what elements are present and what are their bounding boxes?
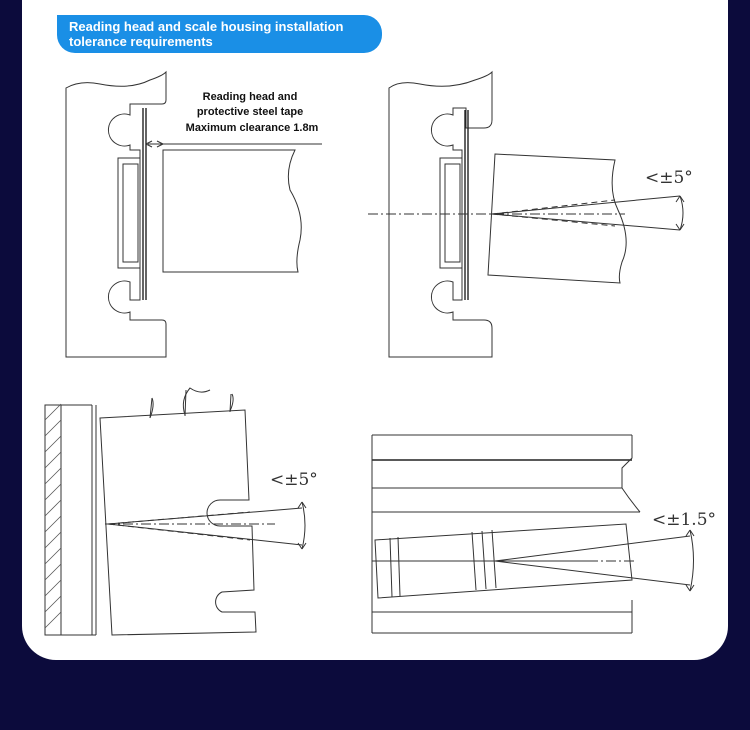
angle-ray-upper <box>492 196 680 214</box>
panel-roll-angle <box>45 388 318 635</box>
reading-head <box>163 150 301 272</box>
angle-ray-lower <box>495 561 690 585</box>
angle-ray-upper <box>495 536 690 561</box>
panel-yaw-angle <box>372 435 716 633</box>
angle-arc <box>302 502 305 549</box>
wall-hatching <box>45 404 61 628</box>
angle-ray-lower <box>492 214 680 230</box>
scale-slot <box>118 158 140 268</box>
scale-housing-outline <box>66 72 166 357</box>
title-line-1: Reading head and scale housing installation <box>69 19 344 34</box>
angle-arc <box>690 530 694 591</box>
angle-ray-upper <box>108 508 302 524</box>
mounting-wall <box>45 405 61 635</box>
title-line-2: tolerance requirements <box>69 34 213 49</box>
callout-line-1: Reading head and <box>202 91 298 103</box>
scale-slot <box>440 158 462 268</box>
callout-line-2: protective steel tape <box>196 106 304 118</box>
angle-label-bottom-left: <±5° <box>270 470 318 490</box>
angle-ray-lower <box>108 524 302 545</box>
angle-label-bottom-right: <±1.5° <box>652 510 717 530</box>
angle-label-top-right: <±5° <box>645 168 693 188</box>
panel-pitch-angle <box>368 72 693 357</box>
reading-head-tilted <box>488 154 626 283</box>
panel-clearance <box>66 72 322 357</box>
callout-line-3: Maximum clearance 1.8m <box>185 122 319 134</box>
angle-arc <box>680 196 683 230</box>
